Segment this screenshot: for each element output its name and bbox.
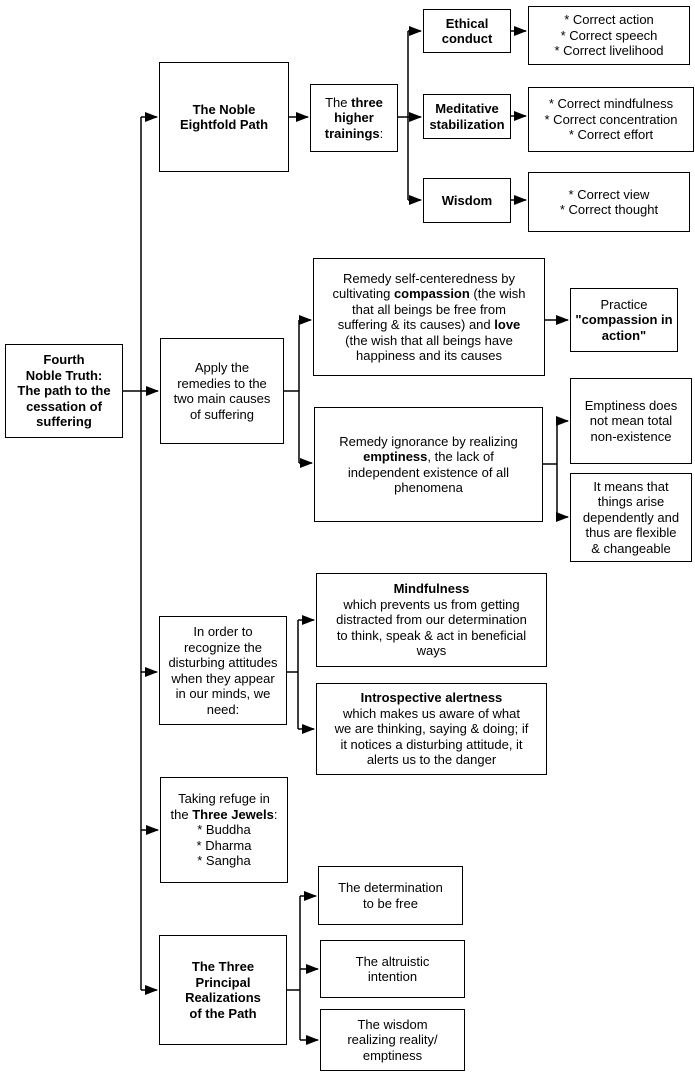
- box-altruistic-intention: [320, 940, 465, 998]
- three-principal-realizations-text: The Three Principal Realizations of the Path: [185, 959, 261, 1021]
- ethical-conduct-items-text: * Correct action * Correct speech * Correct livelihood: [554, 12, 664, 59]
- taking-refuge-three-jewels-text: Taking refuge in the Three Jewels: * Buddha * Dharma * Sangha: [170, 791, 278, 869]
- altruistic-intention-text: The altruistic intention: [355, 953, 430, 984]
- apply-remedies-text: Apply the remedies to the two main causes of suffering: [173, 360, 271, 422]
- wisdom-items-text: * Correct view * Correct thought: [559, 186, 659, 217]
- box-ethical-conduct: [423, 9, 511, 53]
- three-higher-trainings-text: The three higher trainings:: [324, 94, 384, 141]
- determination-to-be-free-text: The determination to be free: [338, 880, 443, 911]
- box-things-arise-dependently: [570, 473, 692, 562]
- things-arise-dependently-text: It means that things arise dependently and thus are flexible & changeable: [582, 478, 680, 556]
- box-taking-refuge-three-jewels: [160, 777, 288, 883]
- box-wisdom-items: [528, 172, 690, 232]
- box-practice-compassion-in-action: [570, 288, 678, 352]
- wisdom-realizing-emptiness-text: The wisdom realizing reality/ emptiness: [347, 1016, 438, 1063]
- recognize-disturbing-attitudes-text: In order to recognize the disturbing attitudes when they appear in our minds, we need:: [168, 624, 278, 717]
- remedy-self-centeredness-text: Remedy self-centeredness by cultivating compassion (the wish that all beings be free from suffering & its causes) and love (the wish that all beings have happiness and its causes: [332, 270, 526, 363]
- box-recognize-disturbing-attitudes: [159, 616, 287, 725]
- meditative-stabilization-text: Meditative stabilization: [429, 101, 505, 132]
- box-remedy-self-centeredness: [313, 258, 545, 376]
- box-three-principal-realizations: [159, 935, 287, 1045]
- introspective-alertness-text: Introspective alertness which makes us aware of what we are thinking, saying & doing; if it notices a disturbing attitude, it alerts us to the danger: [334, 690, 529, 768]
- connector-recognize-splitter: [287, 620, 298, 729]
- box-remedy-ignorance: [314, 407, 543, 522]
- box-fourth-noble-truth: [5, 344, 123, 438]
- box-mindfulness: [316, 573, 547, 667]
- remedy-ignorance-text: Remedy ignorance by realizing emptiness, the lack of independent existence of all phenomena: [339, 433, 518, 495]
- box-meditative-stabilization-items: [528, 87, 694, 152]
- box-introspective-alertness: [316, 683, 547, 775]
- box-apply-remedies: [160, 338, 284, 444]
- meditative-stabilization-items-text: * Correct mindfulness * Correct concentration * Correct effort: [544, 96, 678, 143]
- connector-apply-splitter: [284, 320, 299, 463]
- box-meditative-stabilization: [423, 94, 511, 139]
- box-ethical-conduct-items: [528, 6, 690, 65]
- ethical-conduct-text: Ethical conduct: [441, 15, 493, 46]
- fourth-noble-truth-text: Fourth Noble Truth: The path to the cessation of suffering: [17, 352, 111, 430]
- wisdom-text: Wisdom: [441, 192, 493, 208]
- connector-emptiness-splitter: [543, 421, 557, 517]
- practice-compassion-in-action-text: Practice "compassion in action": [575, 296, 673, 343]
- box-noble-eightfold-path: [159, 62, 289, 172]
- connector-trainings-splitter: [398, 31, 408, 200]
- box-determination-to-be-free: [318, 866, 463, 925]
- connector-principal-splitter: [287, 896, 300, 1040]
- noble-eightfold-path-text: The Noble Eightfold Path: [179, 101, 269, 132]
- emptiness-not-nonexistence-text: Emptiness does not mean total non-existence: [584, 397, 678, 444]
- box-emptiness-not-nonexistence: [570, 378, 692, 464]
- box-wisdom-realizing-emptiness: [320, 1009, 465, 1071]
- box-wisdom: [423, 178, 511, 223]
- mindfulness-text: Mindfulness which prevents us from getting distracted from our determination to think, speak & act in beneficial ways: [336, 581, 527, 659]
- box-three-higher-trainings: [310, 84, 398, 152]
